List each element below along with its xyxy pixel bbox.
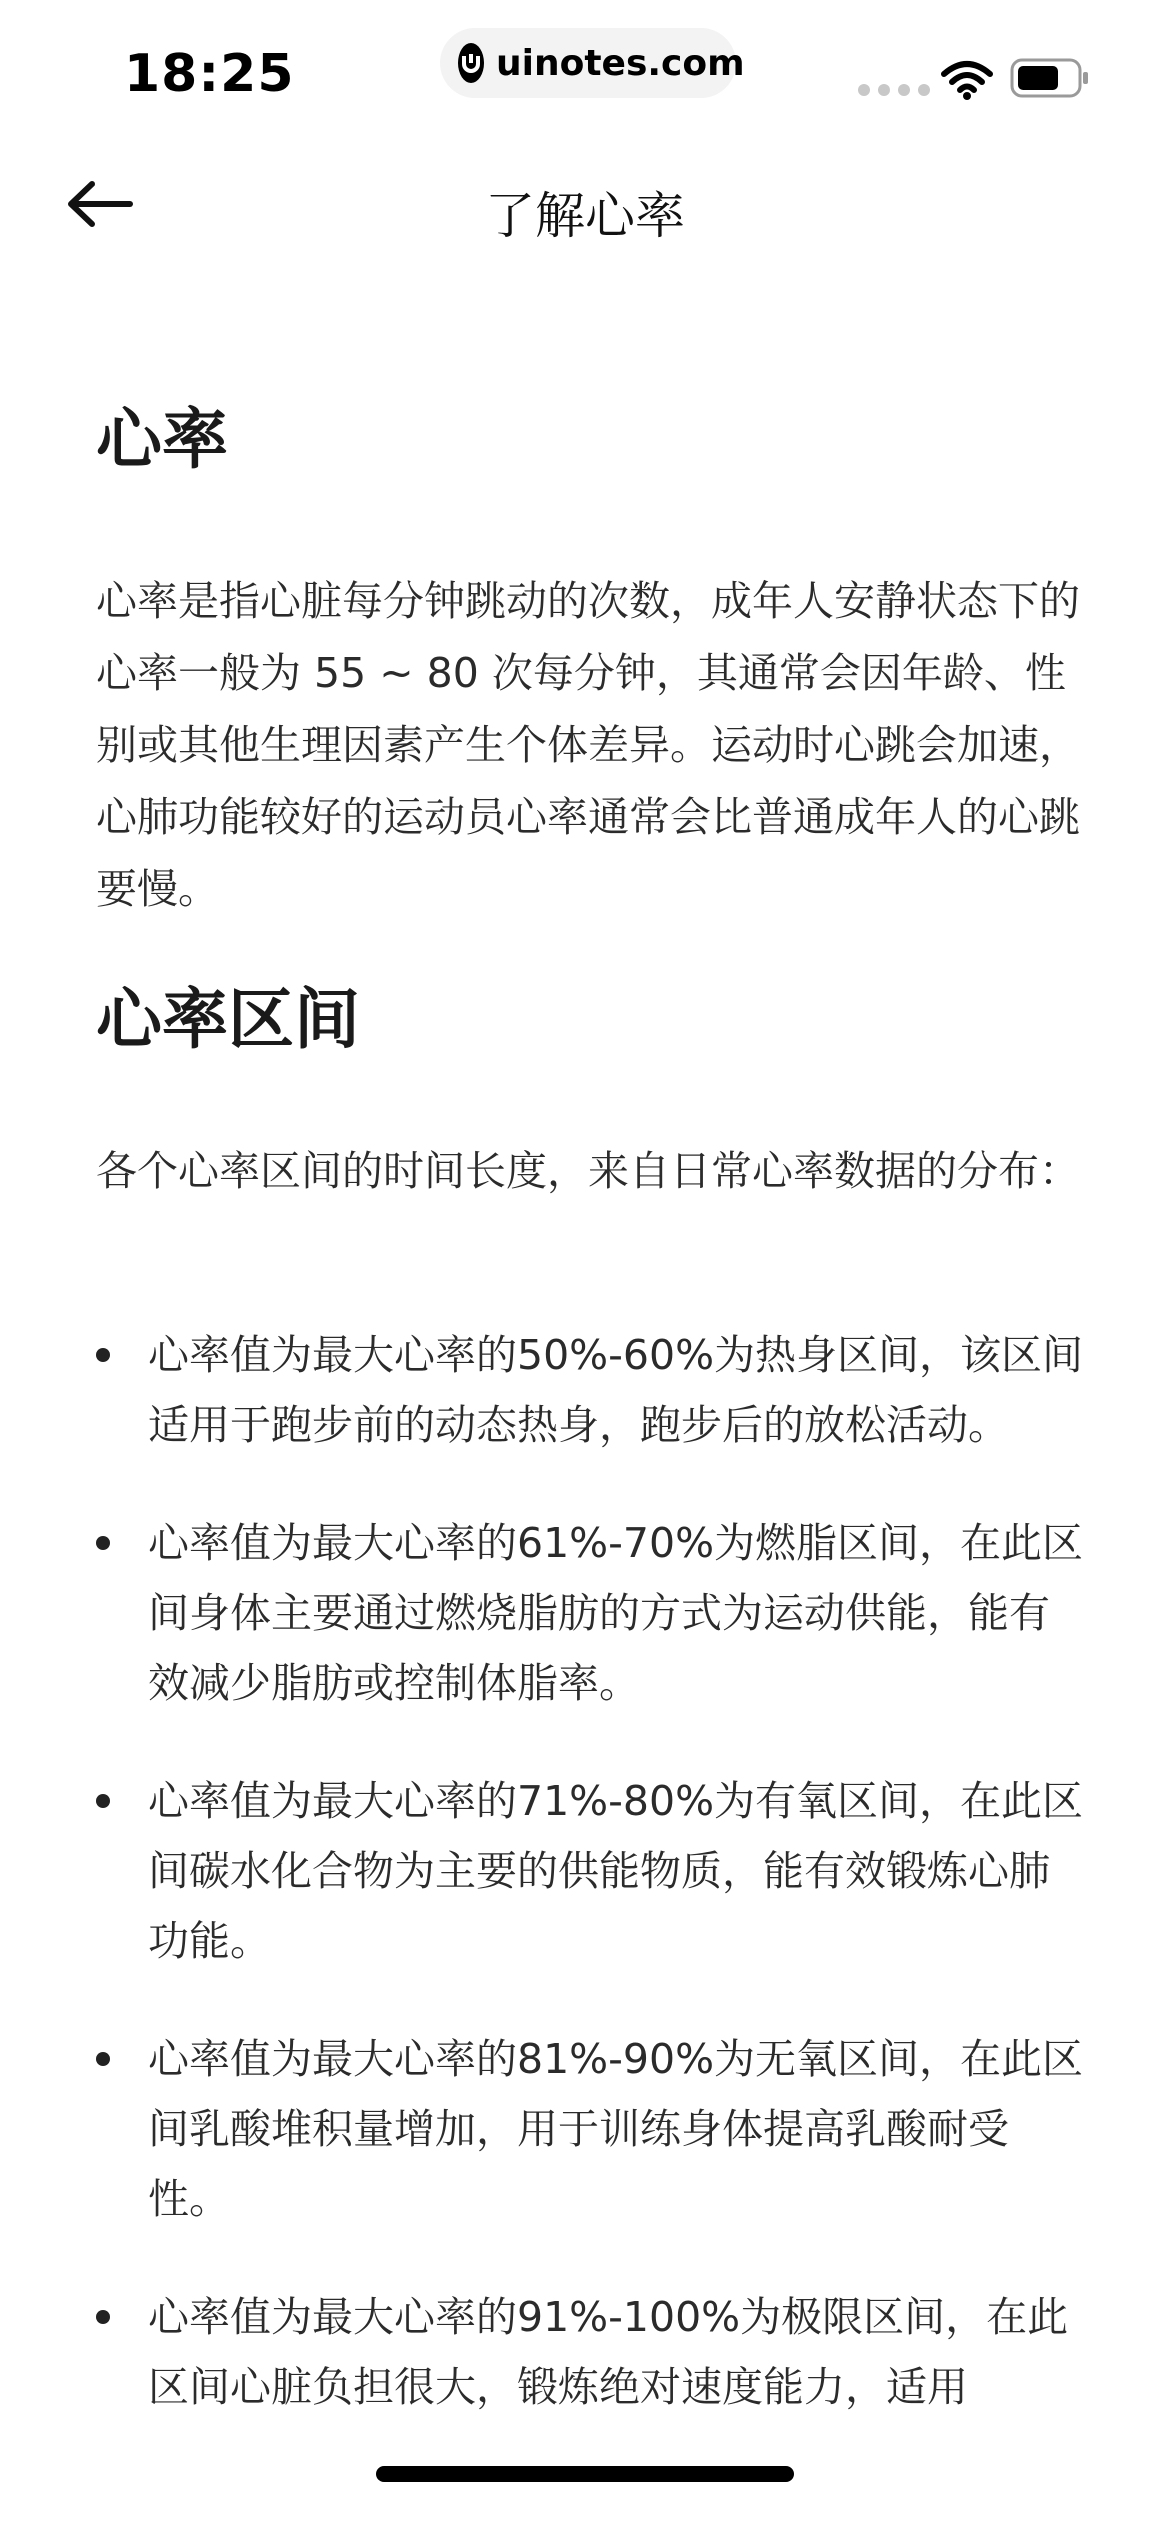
zone-text: 心率值为最大心率的50%-60%为热身区间，该区间适用于跑步前的动态热身，跑步后的放松活动。: [148, 1331, 1084, 1449]
page-title: 了解心率: [485, 187, 685, 245]
list-item: [96, 1766, 1086, 1976]
battery-icon: [1010, 58, 1090, 102]
nav-bar: [0, 150, 1170, 260]
site-logo-icon: [458, 43, 484, 83]
list-item: [96, 2024, 1086, 2234]
bullet-icon: [96, 1536, 110, 1550]
list-item: [96, 1508, 1086, 1718]
list-item: [96, 1320, 1086, 1460]
section-title-zones: 心率区间: [96, 981, 360, 1058]
bullet-icon: [96, 2052, 110, 2066]
section-intro-zones: 各个心率区间的时间长度，来自日常心率数据的分布：: [96, 1147, 1080, 1195]
bullet-icon: [96, 1794, 110, 1808]
section-title-heart-rate: 心率: [96, 401, 228, 478]
zone-text: 心率值为最大心率的91%-100%为极限区间，在此区间心脏负担很大，锻炼绝对速度能力，适用: [148, 2293, 1069, 2411]
home-indicator[interactable]: [376, 2466, 794, 2482]
status-time: 18:25: [124, 44, 295, 104]
zone-list: [96, 1320, 1086, 2470]
list-item: [96, 2282, 1086, 2422]
bullet-icon: [96, 2310, 110, 2324]
zone-text: 心率值为最大心率的61%-70%为燃脂区间，在此区间身体主要通过燃烧脂肪的方式为运动供能，能有效减少脂肪或控制体脂率。: [148, 1519, 1084, 1707]
url-pill[interactable]: [440, 28, 745, 98]
section-body-heart-rate: 心率是指心脏每分钟跳动的次数，成年人安静状态下的心率一般为 55 ~ 80 次每分钟，其通常会因年龄、性别或其他生理因素产生个体差异。运动时心跳会加速，心肺功能较好的运动员心率通常会比普通成年人的心跳要慢。: [96, 577, 1080, 913]
zone-text: 心率值为最大心率的81%-90%为无氧区间，在此区间乳酸堆积量增加，用于训练身体提高乳酸耐受性。: [148, 2035, 1084, 2223]
cellular-signal-icon: [858, 84, 930, 96]
url-text: uinotes.com: [496, 42, 745, 84]
status-bar: [0, 0, 1170, 140]
wifi-icon: [940, 60, 994, 104]
zone-text: 心率值为最大心率的71%-80%为有氧区间，在此区间碳水化合物为主要的供能物质，能有效锻炼心肺功能。: [148, 1777, 1084, 1965]
bullet-icon: [96, 1348, 110, 1362]
